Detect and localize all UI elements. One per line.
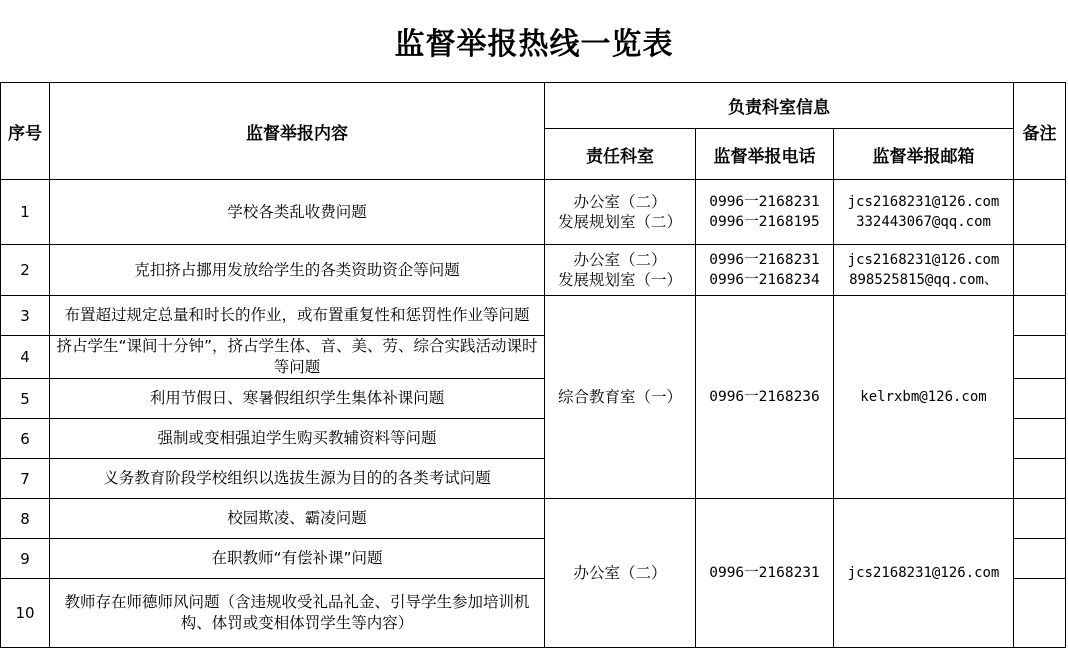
- email-cell: [834, 180, 1014, 245]
- phone-cell: 0996一2168231: [696, 499, 834, 648]
- row-number: 4: [1, 336, 50, 379]
- row-content: 义务教育阶段学校组织以选拔生源为目的的各类考试问题: [50, 459, 545, 499]
- email-cell: [834, 245, 1014, 296]
- note-cell: [1014, 459, 1066, 499]
- row-number: 7: [1, 459, 50, 499]
- row-content: 教师存在师德师风问题（含违规收受礼品礼金、引导学生参加培训机构、体罚或变相体罚学生等内容）: [50, 579, 545, 648]
- page-title: 监督举报热线一览表: [394, 27, 674, 62]
- email-address: jcs2168231@126.com: [847, 252, 1000, 268]
- header-phone: 监督举报电话: [696, 129, 834, 180]
- row-number: 2: [1, 245, 50, 296]
- header-email: 监督举报邮箱: [834, 129, 1014, 180]
- table-row: [1, 296, 1066, 336]
- row-number: 9: [1, 539, 50, 579]
- row-content: 挤占学生“课间十分钟”，挤占学生体、音、美、劳、综合实践活动课时等问题: [50, 336, 545, 379]
- office-cell: 综合教育室（一）: [545, 296, 696, 499]
- office-name: 办公室（二）: [573, 193, 667, 211]
- row-content: 校园欺凌、霸凌问题: [50, 499, 545, 539]
- phone-number: 0996一2168231: [709, 252, 820, 268]
- email-address: jcs2168231@126.com: [847, 194, 1000, 210]
- row-content: 克扣挤占挪用发放给学生的各类资助资企等问题: [50, 245, 545, 296]
- table-row: [1, 499, 1066, 539]
- phone-cell: [696, 245, 834, 296]
- office-name: 发展规划室（一）: [557, 271, 682, 289]
- email-address: 898525815@qq.com、: [849, 272, 998, 288]
- row-content: 在职教师“有偿补课”问题: [50, 539, 545, 579]
- header-dept-info: 负责科室信息: [545, 83, 1014, 129]
- row-number: 3: [1, 296, 50, 336]
- row-number: 6: [1, 419, 50, 459]
- header-row: [1, 83, 1066, 129]
- email-cell: jcs2168231@126.com: [834, 499, 1014, 648]
- header-seq: 序号: [1, 83, 50, 180]
- note-cell: [1014, 245, 1066, 296]
- phone-cell: 0996一2168236: [696, 296, 834, 499]
- phone-number: 0996一2168195: [709, 214, 820, 230]
- note-cell: [1014, 499, 1066, 539]
- email-address: 332443067@qq.com: [856, 214, 991, 230]
- phone-cell: [696, 180, 834, 245]
- table-row: [1, 180, 1066, 245]
- note-cell: [1014, 296, 1066, 336]
- note-cell: [1014, 579, 1066, 648]
- header-office: 责任科室: [545, 129, 696, 180]
- row-content: 利用节假日、寒暑假组织学生集体补课问题: [50, 379, 545, 419]
- header-note: 备注: [1014, 83, 1066, 180]
- office-name: 发展规划室（二）: [557, 213, 682, 231]
- email-cell: kelrxbm@126.com: [834, 296, 1014, 499]
- hotline-table: [0, 82, 1066, 648]
- office-cell: 办公室（二）: [545, 499, 696, 648]
- row-content: 布置超过规定总量和时长的作业，或布置重复性和惩罚性作业等问题: [50, 296, 545, 336]
- row-content: 学校各类乱收费问题: [50, 180, 545, 245]
- office-cell: [545, 245, 696, 296]
- header-content: 监督举报内容: [50, 83, 545, 180]
- office-name: 办公室（二）: [573, 251, 667, 269]
- row-number: 5: [1, 379, 50, 419]
- phone-number: 0996一2168231: [709, 194, 820, 210]
- row-content: 强制或变相强迫学生购买教辅资料等问题: [50, 419, 545, 459]
- note-cell: [1014, 419, 1066, 459]
- row-number: 8: [1, 499, 50, 539]
- note-cell: [1014, 539, 1066, 579]
- phone-number: 0996一2168234: [709, 272, 820, 288]
- row-number: 1: [1, 180, 50, 245]
- row-number: 10: [1, 579, 50, 648]
- note-cell: [1014, 180, 1066, 245]
- note-cell: [1014, 336, 1066, 379]
- office-cell: [545, 180, 696, 245]
- note-cell: [1014, 379, 1066, 419]
- table-row: [1, 245, 1066, 296]
